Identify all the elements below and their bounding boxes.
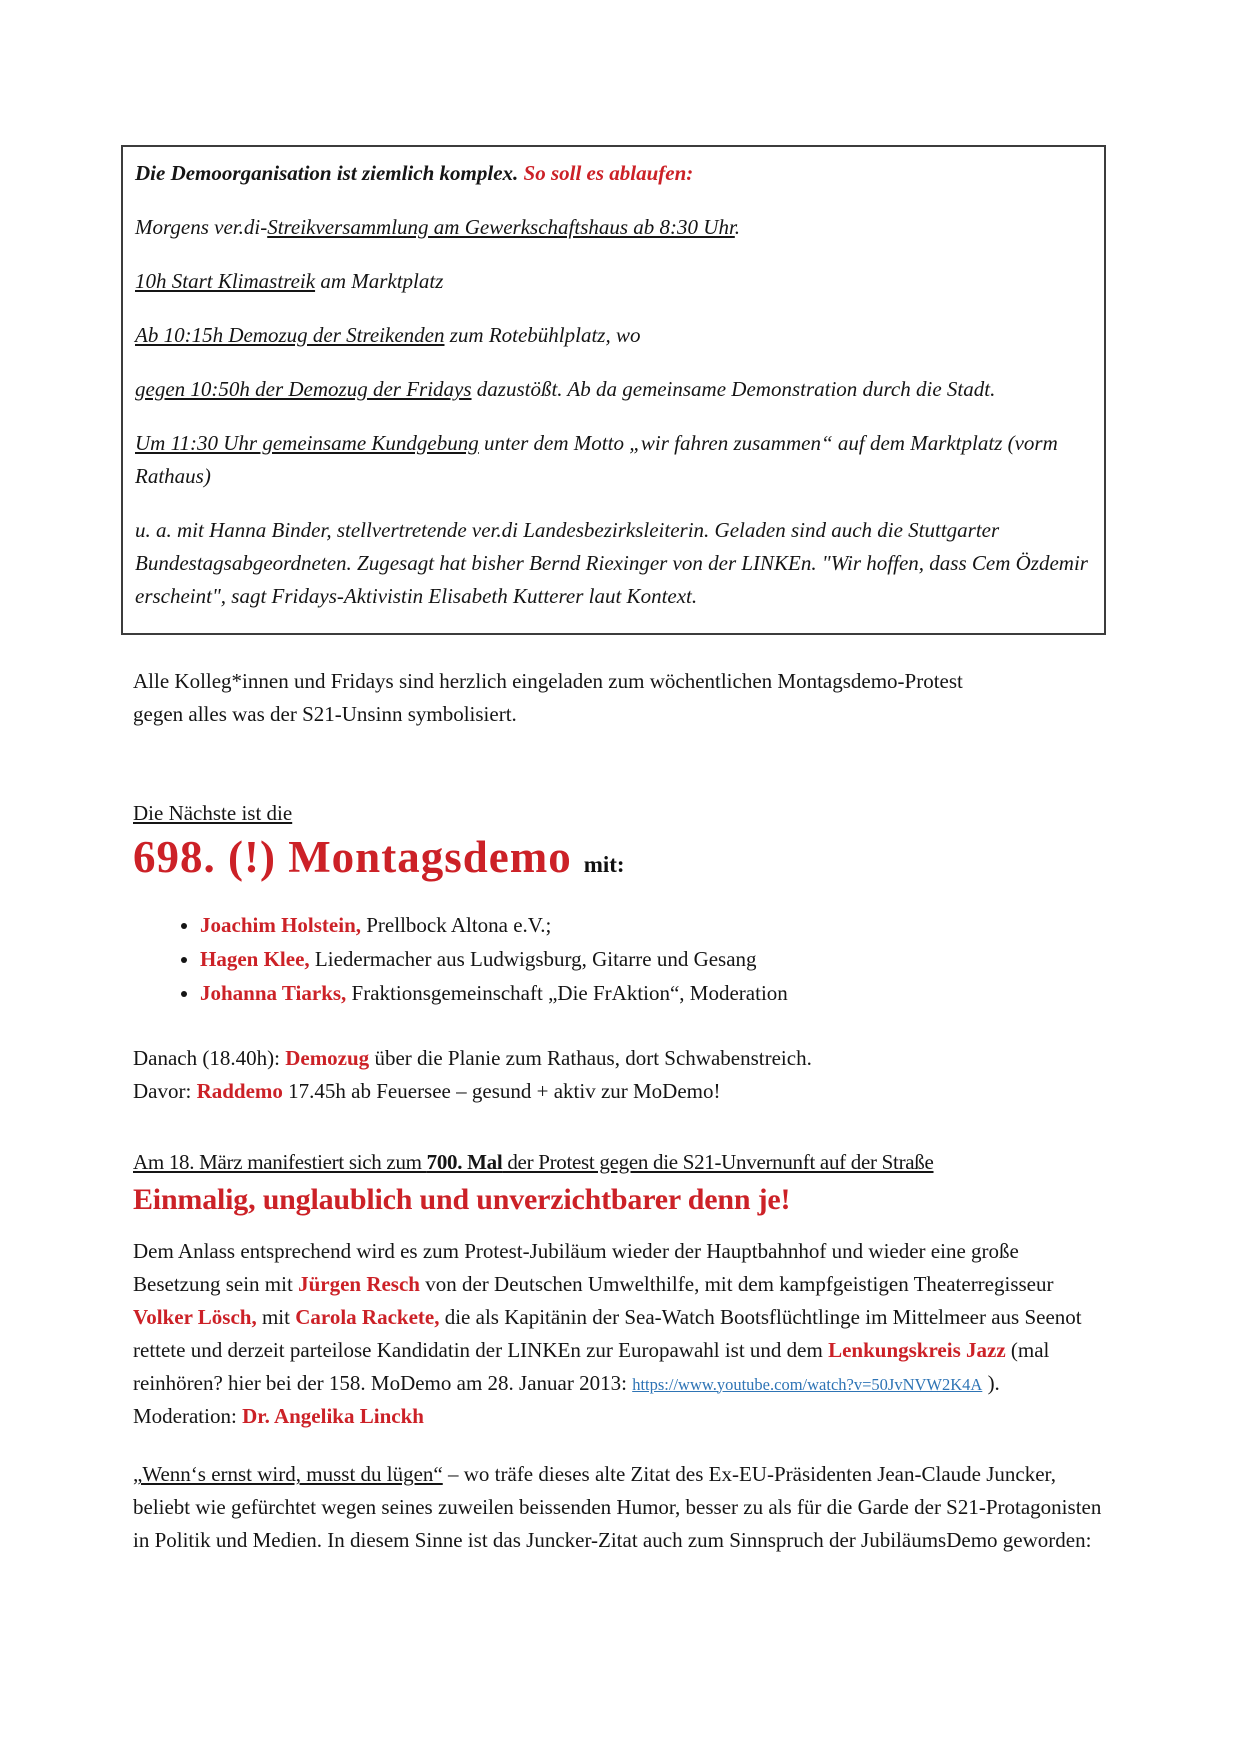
text-segment: u. a. mit Hanna Binder, stellvertretende ver.di Landesbezirksleiterin. Geladen sind auch die Stuttgarter Bundestagsabgeordneten. Zugesagt hat bisher Bernd Riexinger von der LINKEn. "Wir hoffen, dass Cem Özdemir erscheint", sagt Fridays-Aktivistin Elisabeth Kutterer laut Kontext. <box>135 517 1088 608</box>
text-segment: Ab 10:15h Demozug der Streikenden <box>135 322 445 347</box>
text-segment: – wo träfe dieses alte Zitat des Ex-EU-Präsidenten Jean-Claude Juncker, beliebt wie gefürchtet wegen seines zuweilen beissenden Humor, besser zu als für die Garde der S21-Protagonisten in Politik und Medien. In diesem Sinne ist das Juncker-Zitat auch zum Sinnspruch der JubiläumsDemo geworden: <box>133 1462 1102 1553</box>
text-segment: der Protest gegen die S21-Unvernunft auf der Straße <box>502 1150 934 1175</box>
juncker-paragraph <box>133 1458 1108 1557</box>
lineup-list <box>133 909 1108 1010</box>
box-heading-black: Die Demoorganisation ist ziemlich komplex. <box>135 161 524 185</box>
text-segment: . <box>734 214 741 239</box>
text-segment: am Marktplatz <box>315 268 444 293</box>
text-segment: von der Deutschen Umwelthilfe, mit dem kampfgeistigen Theaterregisseur <box>419 1271 1054 1296</box>
invitation-paragraph: Alle Kolleg*innen und Fridays sind herzlich eingeladen zum wöchentlichen Montagsdemo-Protest gegen alles was der S21-Unsinn symbolisiert. <box>133 668 963 726</box>
text-segment: über die Planie zum Rathaus, dort Schwabenstreich. <box>369 1046 812 1071</box>
person-carola-rackete: Carola Rackete, <box>295 1304 440 1329</box>
demo-title-suffix: mit: <box>583 851 625 877</box>
lineup-item-tiarks <box>200 977 1108 1010</box>
schedule-item-streikversammlung <box>135 211 1088 244</box>
jubilee-headline: Einmalig, unglaublich und unverzichtbarer denn je! <box>133 1183 791 1217</box>
juncker-quote: „Wenn‘s ernst wird, musst du lügen“ <box>133 1462 443 1487</box>
person-juergen-resch: Jürgen Resch <box>298 1271 420 1296</box>
text-segment: 700. Mal <box>426 1150 503 1175</box>
schedule-item-klimastreik <box>135 265 1088 298</box>
text-segment: gegen 10:50h der Demozug der Fridays <box>135 376 472 401</box>
lineup-item-klee <box>200 943 1108 976</box>
text-segment: (mal reinhören? hier bei der 158. MoDemo am 28. Januar 2013: <box>133 1337 1050 1395</box>
after-demo-line <box>133 1042 1108 1075</box>
lineup-desc: Liedermacher aus Ludwigsburg, Gitarre und Gesang <box>309 947 757 972</box>
person-joachim-holstein: Joachim Holstein, <box>200 913 361 938</box>
text-segment: die als Kapitänin der Sea-Watch Bootsflüchtlinge im Mittelmeer aus Seenot rettete und derzeit parteilose Kandidatin der LINKEn zur Europawahl ist und dem <box>133 1304 1082 1362</box>
jubilee-body-paragraph <box>133 1235 1108 1433</box>
next-demo-intro <box>133 797 1108 830</box>
schedule-item-demozug-streikende <box>135 319 1088 352</box>
schedule-info-box <box>121 145 1106 635</box>
person-volker-loesch: Volker Lösch, <box>133 1304 257 1329</box>
text-segment: Dem Anlass entsprechend wird es zum Protest-Jubiläum wieder der Hauptbahnhof und wieder eine große Besetzung sein mit <box>133 1238 1019 1296</box>
box-footer-speakers <box>135 514 1088 613</box>
schedule-item-demozug-fridays <box>135 373 1088 406</box>
text-segment: 17.45h ab Feuersee – gesund + aktiv zur MoDemo! <box>282 1079 721 1104</box>
lineup-desc: Fraktionsgemeinschaft „Die FrAktion“, Moderation <box>346 981 788 1006</box>
text-segment: mit <box>256 1304 296 1329</box>
text-segment: Demozug <box>285 1046 370 1071</box>
person-johanna-tiarks: Johanna Tiarks, <box>200 981 347 1006</box>
text-segment: zum Rotebühlplatz, wo <box>444 322 641 347</box>
demo-title-red: 698. (!) Montagsdemo <box>133 831 572 882</box>
text-segment: unter dem Motto „wir fahren zusammen“ auf dem Marktplatz (vorm Rathaus) <box>135 430 1058 488</box>
text-segment: Um 11:30 Uhr gemeinsame Kundgebung <box>135 430 479 455</box>
text-segment: ). Moderation: <box>133 1370 1000 1428</box>
text-segment: Danach (18.40h): <box>133 1046 286 1071</box>
person-angelika-linckh: Dr. Angelika Linckh <box>242 1403 424 1428</box>
box-heading-red: So soll es ablaufen: <box>523 161 694 185</box>
text-segment: Raddemo <box>196 1079 283 1104</box>
text-segment: Streikversammlung am Gewerkschaftshaus ab 8:30 Uhr <box>267 214 735 239</box>
lineup-desc: Prellbock Altona e.V.; <box>361 913 552 938</box>
next-demo-intro-text: Die Nächste ist die <box>133 800 293 825</box>
raddemo-line <box>133 1075 1108 1108</box>
text-segment: Am 18. März manifestiert sich zum <box>133 1150 427 1175</box>
demo-title <box>133 832 1108 884</box>
text-segment: Davor: <box>133 1079 197 1104</box>
text-segment: Morgens ver.di- <box>135 214 268 239</box>
jubilee-announce-line <box>133 1146 1108 1179</box>
youtube-link[interactable]: https://www.youtube.com/watch?v=50JvNVW2K4A <box>632 1374 983 1394</box>
lenkungskreis-jazz: Lenkungskreis Jazz <box>828 1337 1006 1362</box>
lineup-item-holstein <box>200 909 1108 942</box>
text-segment: dazustößt. Ab da gemeinsame Demonstration durch die Stadt. <box>471 376 996 401</box>
person-hagen-klee: Hagen Klee, <box>200 947 310 972</box>
text-segment: 10h Start Klimastreik <box>135 268 316 293</box>
box-heading <box>135 157 1088 190</box>
schedule-item-kundgebung <box>135 427 1088 493</box>
